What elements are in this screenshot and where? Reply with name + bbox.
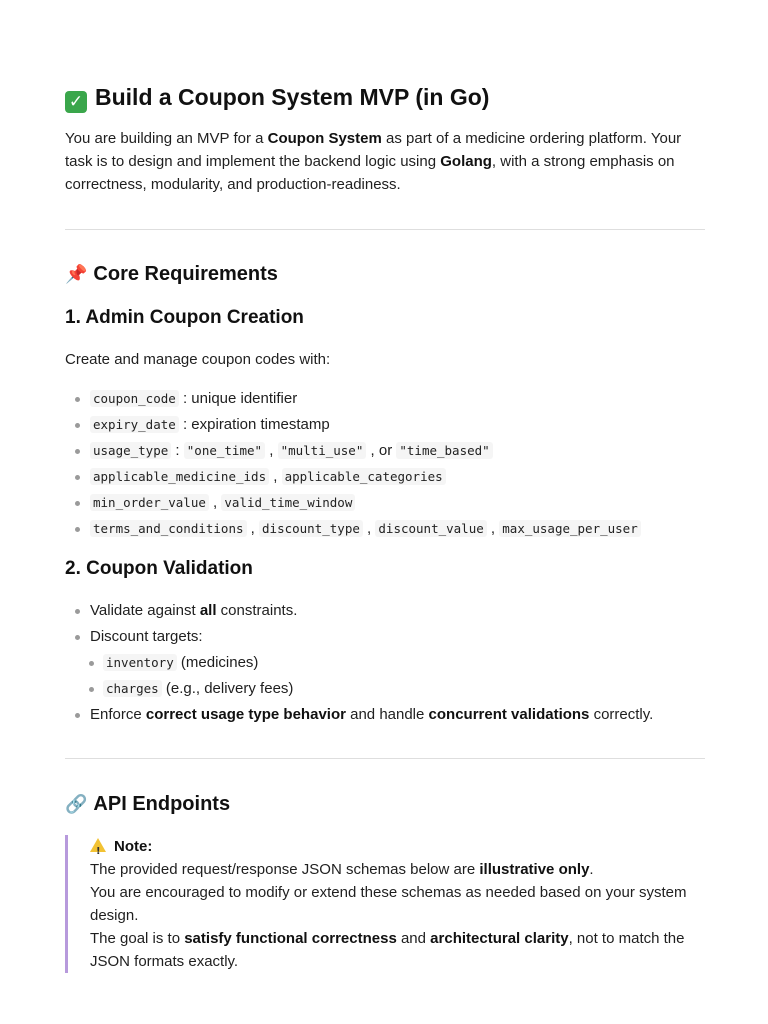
list-item: terms_and_conditions , discount_type , discount_value , max_usage_per_user bbox=[65, 516, 641, 542]
list-item: usage_type : "one_time" , "multi_use" , or "time_based" bbox=[65, 438, 641, 464]
pushpin-icon: 📌 bbox=[65, 264, 88, 284]
intro-paragraph: You are building an MVP for a Coupon System as part of a medicine ordering platform. Your task is to design and implement the backend logic using Golang, with a strong emphasis on correctness, modularity, and production-readiness. bbox=[65, 130, 682, 193]
section-divider bbox=[65, 229, 705, 230]
validation-list bbox=[65, 598, 653, 728]
list-item: Discount targets: inventory (medicines) charges (e.g., delivery fees) bbox=[65, 624, 653, 702]
coupon-validation-heading: 2. Coupon Validation bbox=[65, 558, 253, 579]
admin-coupon-creation-heading: 1. Admin Coupon Creation bbox=[65, 307, 304, 328]
list-item: inventory (medicines) bbox=[65, 650, 653, 676]
discount-targets-list bbox=[65, 650, 653, 702]
list-item: min_order_value , valid_time_window bbox=[65, 490, 641, 516]
list-item: Validate against all constraints. bbox=[65, 598, 653, 624]
note-line: You are encouraged to modify or extend these schemas as needed based on your system design. bbox=[90, 884, 687, 924]
link-icon: 🔗 bbox=[65, 794, 88, 814]
note-blockquote bbox=[65, 835, 705, 973]
note-label: !Note: bbox=[90, 835, 705, 858]
list-item: expiry_date : expiration timestamp bbox=[65, 412, 641, 438]
section-divider bbox=[65, 758, 705, 759]
coupon-creation-lead: Create and manage coupon codes with: bbox=[65, 351, 331, 368]
page-title: ✓ Build a Coupon System MVP (in Go) bbox=[65, 82, 489, 113]
core-requirements-heading: 📌 Core Requirements bbox=[65, 263, 278, 285]
coupon-fields-list bbox=[65, 386, 641, 542]
warning-icon bbox=[90, 838, 106, 852]
api-endpoints-heading: 🔗 API Endpoints bbox=[65, 793, 231, 815]
list-item: coupon_code : unique identifier bbox=[65, 386, 641, 412]
note-line: The provided request/response JSON schemas below are illustrative only. bbox=[90, 861, 594, 878]
note-line: The goal is to satisfy functional correctness and architectural clarity, not to match the JSON formats exactly. bbox=[90, 930, 685, 970]
list-item: Enforce correct usage type behavior and handle concurrent validations correctly. bbox=[65, 702, 653, 728]
list-item: applicable_medicine_ids , applicable_categories bbox=[65, 464, 641, 490]
check-mark-icon: ✓ bbox=[65, 91, 87, 113]
list-item: charges (e.g., delivery fees) bbox=[65, 676, 653, 702]
